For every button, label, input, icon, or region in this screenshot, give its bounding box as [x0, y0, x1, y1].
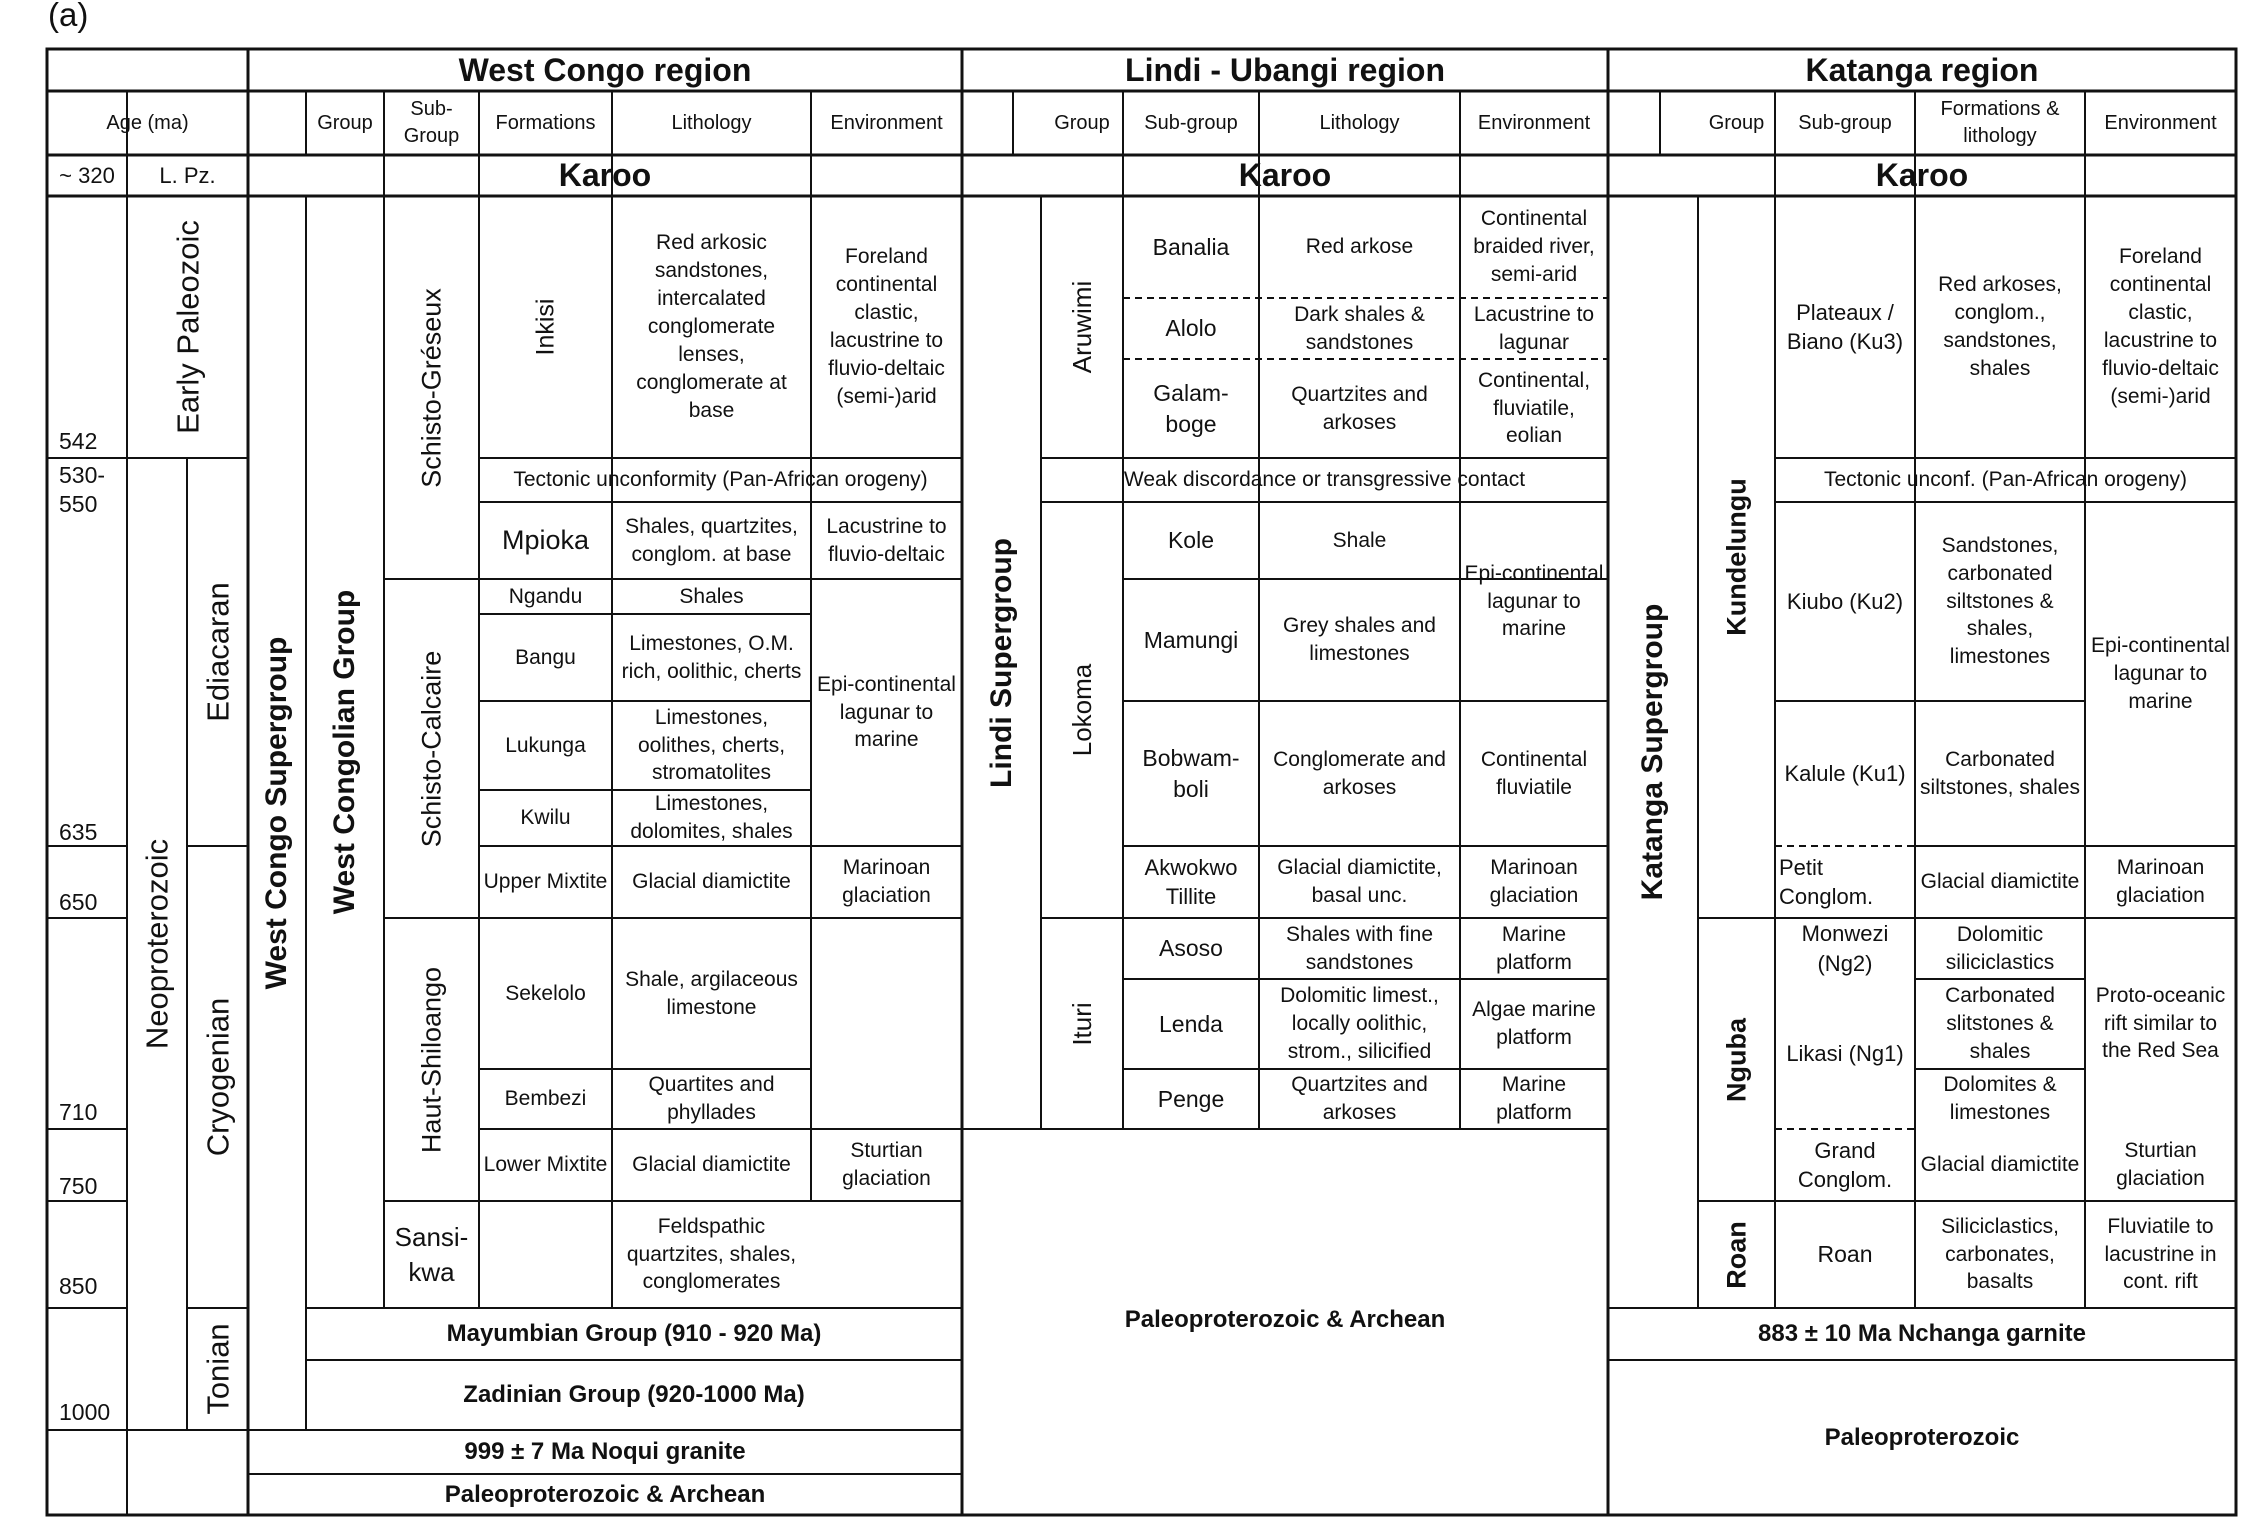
ediacaran-label: Ediacaran [200, 582, 235, 722]
asoso-subgroup: Asoso [1159, 935, 1223, 962]
monwezi-lithology: Dolomitic siliciclastics [1945, 922, 2055, 974]
katanga-subgroup-header: Sub-group [1798, 111, 1892, 134]
lokoma-group: Lokoma [1067, 663, 1097, 757]
west-congo-supergroup: West Congo Supergroup [260, 636, 293, 990]
age-710: 710 [59, 1098, 98, 1125]
asoso-lithology: Shales with fine sandstones [1285, 922, 1434, 974]
age-542: 542 [59, 427, 98, 454]
bembezi-lithology: Quartites and phyllades [648, 1073, 775, 1124]
roan-lithology: Siliciclastics, carbonates, basalts [1941, 1214, 2059, 1294]
akwokwo-tillite: Akwokwo Tillite [1144, 854, 1238, 909]
kiubo-subgroup: Kiubo (Ku2) [1786, 588, 1904, 614]
likasi-lithology-upper: Carbonated slitstones & shales [1945, 984, 2055, 1063]
lindi-group-header: Group [1054, 111, 1110, 134]
petit-environment: Marinoan glaciation [2116, 856, 2205, 907]
katanga-karoo: Karoo [1875, 157, 1969, 194]
katanga-paleoproterozoic: Paleoproterozoic [1824, 1423, 2020, 1451]
ngandu-lithology: Shales [679, 584, 744, 608]
kundelungu-group: Kundelungu [1721, 478, 1751, 636]
katanga-supergroup: Katanga Supergroup [1636, 603, 1669, 901]
schisto-calcaire-environment: Epi-continental lagunar to marine [817, 672, 956, 752]
petit-conglomerat: Petit Conglom. [1779, 854, 1874, 909]
schisto-calcaire: Schisto-Calcaire [416, 650, 446, 847]
sansikwa-lithology: Feldspathic quartzites, shales, conglomerates [626, 1214, 797, 1294]
age-1000: 1000 [59, 1398, 111, 1425]
lukunga-formation: Lukunga [505, 733, 586, 757]
nguba-group: Nguba [1721, 1017, 1751, 1102]
sansikwa: Sansi- kwa [394, 1221, 469, 1287]
penge-lithology: Quartzites and arkoses [1291, 1073, 1428, 1124]
plateaux-biano: Plateaux / Biano (Ku3) [1786, 299, 1904, 354]
lenda-environment: Algae marine platform [1472, 998, 1596, 1049]
west-karoo: Karoo [558, 157, 652, 194]
bobwamboli-lithology: Conglomerate and arkoses [1273, 747, 1446, 799]
likasi-lithology-lower: Dolomites & limestones [1943, 1073, 2057, 1124]
kole-lithology: Shale [1332, 528, 1387, 552]
age-635: 635 [59, 818, 98, 845]
mpioka-environment: Lacustrine to fluvio-deltaic [826, 514, 947, 566]
asoso-environment: Marine platform [1496, 922, 1572, 974]
inkisi-lithology: Red arkosic sandstones, intercalated conglomerate lenses, conglomerate at base [636, 231, 787, 422]
west-environment-header: Environment [830, 111, 943, 134]
roan-subgroup: Roan [1817, 1241, 1873, 1268]
lukunga-lithology: Limestones, oolithes, cherts, stromatolites [637, 705, 786, 785]
lindi-karoo: Karoo [1238, 157, 1332, 194]
lindi-paleoproterozoic-archean: Paleoproterozoic & Archean [1124, 1306, 1446, 1334]
west-formations-header: Formations [495, 111, 596, 134]
nguba-environment: Proto-oceanic rift similar to the Red Sea [2095, 983, 2226, 1063]
zadinian-group: Zadinian Group (920-1000 Ma) [463, 1381, 805, 1409]
galamboge-subgroup: Galam- boge [1153, 379, 1229, 437]
sekelolo-formation: Sekelolo [505, 981, 586, 1005]
mamungi-subgroup: Mamungi [1143, 626, 1239, 653]
mpioka-formation: Mpioka [501, 524, 590, 555]
likasi-subgroup: Likasi (Ng1) [1786, 1041, 1904, 1067]
lower-mixtite-environment: Sturtian glaciation [842, 1139, 931, 1190]
upper-mixtite-environment: Marinoan glaciation [842, 856, 931, 907]
kwilu-formation: Kwilu [520, 806, 571, 830]
petit-lithology: Glacial diamictite [1920, 870, 2080, 894]
galamboge-environment: Continental, fluviatile, eolian [1477, 368, 1591, 448]
neoproterozoic-label: Neoproterozoic [139, 838, 175, 1050]
west-tectonic-unconformity: Tectonic unconformity (Pan-African orogeny) [513, 468, 928, 492]
banalia-lithology: Red arkose [1305, 235, 1414, 259]
kalule-lithology: Carbonated siltstones, shales [1920, 747, 2080, 799]
upper-mixtite-lithology: Glacial diamictite [632, 870, 791, 894]
bobwamboli-environment: Continental fluviatile [1480, 747, 1588, 799]
ituri-group: Ituri [1067, 1001, 1097, 1046]
age-850: 850 [59, 1272, 98, 1299]
bangu-lithology: Limestones, O.M. rich, oolithic, cherts [621, 631, 802, 683]
alolo-subgroup: Alolo [1165, 315, 1217, 342]
west-congo-region-header: West Congo region [458, 51, 752, 88]
west-subgroup-header: Sub- Group [403, 98, 460, 147]
plateaux-environment: Foreland continental clastic, lacustrine to fluvio-deltaic (semi-)arid [2102, 245, 2219, 408]
age-750: 750 [59, 1172, 98, 1199]
kole-mamungi-environment: Epi-continental lagunar to marine [1464, 561, 1604, 641]
penge-subgroup: Penge [1157, 1085, 1225, 1112]
katanga-region-header: Katanga region [1805, 51, 2039, 88]
kole-subgroup: Kole [1167, 527, 1215, 554]
roan-environment: Fluviatile to lacustrine in cont. rift [2104, 1214, 2217, 1294]
bangu-formation: Bangu [515, 645, 576, 669]
katanga-formations-header: Formations & lithology [1940, 98, 2060, 147]
banalia-subgroup: Banalia [1152, 233, 1230, 260]
cryogenian-label: Cryogenian [200, 997, 235, 1157]
mpioka-lithology: Shales, quartzites, conglom. at base [625, 514, 798, 566]
grand-conglomerat: Grand Conglom. [1797, 1137, 1893, 1192]
kwilu-lithology: Limestones, dolomites, shales [630, 792, 793, 843]
kalule-subgroup: Kalule (Ku1) [1784, 760, 1906, 786]
weak-discordance: Weak discordance or transgressive contact [1123, 468, 1526, 492]
lindi-ubangi-region-header: Lindi - Ubangi region [1125, 51, 1445, 88]
bobwamboli-subgroup: Bobwam- boli [1142, 744, 1240, 802]
mayumbian-group: Mayumbian Group (910 - 920 Ma) [446, 1320, 822, 1348]
haut-shiloango: Haut-Shiloango [416, 966, 446, 1153]
roan-group: Roan [1721, 1220, 1751, 1289]
west-congolian-group: West Congolian Group [328, 589, 361, 915]
lower-mixtite-formation: Lower Mixtite [483, 1153, 608, 1177]
early-paleozoic-label: Early Paleozoic [170, 220, 205, 434]
lindi-environment-header: Environment [1477, 111, 1591, 134]
katanga-group-header: Group [1708, 111, 1765, 134]
penge-environment: Marine platform [1496, 1073, 1572, 1124]
akwokwo-environment: Marinoan glaciation [1489, 856, 1579, 907]
grand-lithology: Glacial diamictite [1920, 1153, 2080, 1177]
nchanga-granite: 883 ± 10 Ma Nchanga garnite [1758, 1320, 2086, 1348]
west-group-header: Group [317, 111, 373, 134]
galamboge-lithology: Quartzites and arkoses [1291, 382, 1428, 434]
lindi-lithology-header: Lithology [1319, 111, 1400, 134]
noqui-granite: 999 ± 7 Ma Noqui granite [464, 1438, 746, 1466]
grand-environment: Sturtian glaciation [2116, 1139, 2205, 1190]
lindi-supergroup: Lindi Supergroup [984, 537, 1018, 788]
katanga-environment-header: Environment [2104, 111, 2217, 134]
age-650: 650 [59, 888, 98, 915]
banalia-environment: Continental braided river, semi-arid [1473, 207, 1595, 286]
alolo-lithology: Dark shales & sandstones [1294, 302, 1425, 354]
aruwimi-group: Aruwimi [1067, 280, 1097, 374]
plateaux-lithology: Red arkoses, conglom., sandstones, shales [1938, 273, 2062, 380]
west-lithology-header: Lithology [671, 111, 752, 134]
ngandu-formation: Ngandu [508, 584, 583, 608]
age-320: ~ 320 [59, 162, 115, 188]
kundelungu-environment: Epi-continental lagunar to marine [2091, 634, 2230, 713]
west-paleoproterozoic-archean: Paleoproterozoic & Archean [444, 1480, 766, 1508]
akwokwo-lithology: Glacial diamictite, basal unc. [1277, 856, 1442, 907]
upper-mixtite-formation: Upper Mixtite [483, 870, 608, 894]
katanga-tectonic-unconformity: Tectonic unconf. (Pan-African orogeny) [1823, 468, 2188, 492]
tonian-label: Tonian [200, 1323, 235, 1415]
age-header: Age (ma) [106, 111, 189, 134]
alolo-environment: Lacustrine to lagunar [1473, 302, 1595, 354]
age-530-550: 530- 550 [59, 462, 106, 517]
kiubo-lithology: Sandstones, carbonated siltstones & shales, limestones [1941, 533, 2059, 669]
inkisi-environment: Foreland continental clastic, lacustrine to fluvio-deltaic (semi-)arid [828, 245, 945, 408]
sekelolo-lithology: Shale, argilaceous limestone [625, 967, 798, 1019]
lenda-subgroup: Lenda [1159, 1010, 1223, 1037]
mamungi-lithology: Grey shales and limestones [1283, 614, 1436, 665]
monwezi-subgroup: Monwezi (Ng2) [1801, 921, 1889, 976]
lenda-lithology: Dolomitic limest., locally oolithic, strom., silicified [1280, 984, 1439, 1063]
lower-mixtite-lithology: Glacial diamictite [632, 1153, 791, 1177]
schisto-greseux: Schisto-Gréseux [416, 287, 446, 488]
late-paleozoic-label: L. Pz. [159, 162, 216, 188]
lindi-subgroup-header: Sub-group [1144, 111, 1238, 134]
bembezi-formation: Bembezi [504, 1087, 587, 1111]
figure-label: (a) [48, 0, 89, 33]
inkisi-formation: Inkisi [531, 298, 559, 356]
